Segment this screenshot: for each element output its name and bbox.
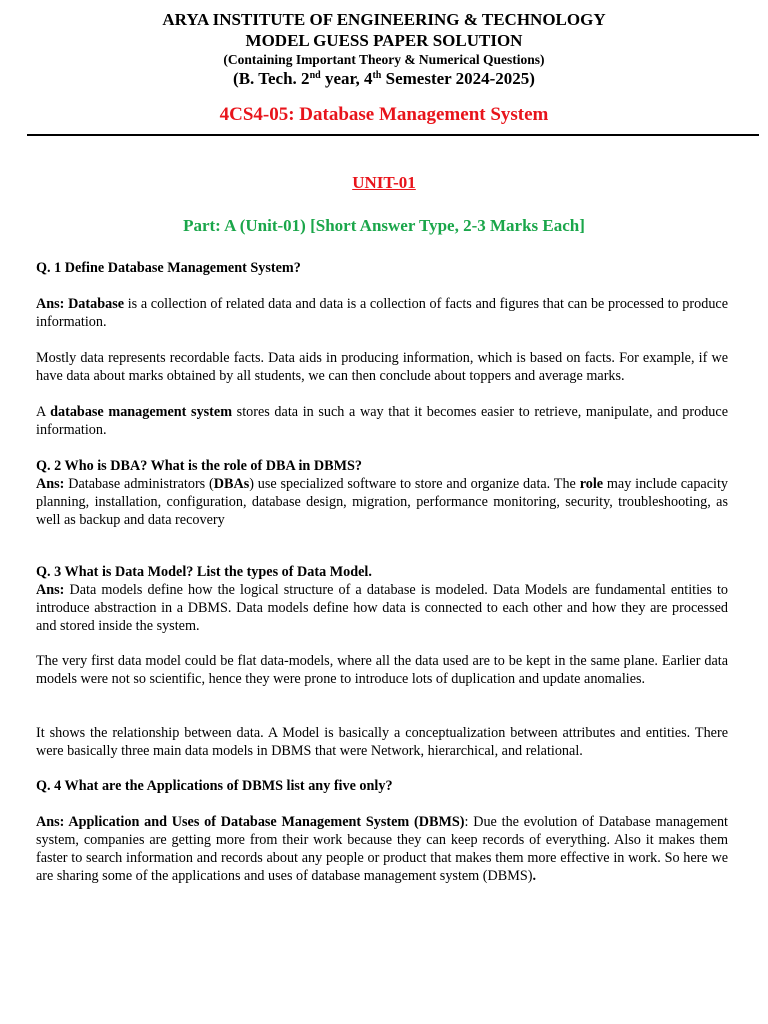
course-suffix: Semester 2024-2025): [381, 69, 535, 88]
course-prefix: (B. Tech. 2: [233, 69, 310, 88]
answer-3-para-3: It shows the relationship between data. A Model is basically a conceptualization between attributes and entities. There were basically three main data models in DBMS that were Network, hierarchical, and relational.: [36, 725, 728, 759]
ans-label: Ans:: [36, 296, 65, 312]
header-divider: [27, 134, 759, 136]
answer-3-para-2: The very first data model could be flat data-models, where all the data used are to be kept in the same plane. Earlier data models were not so scientific, hence they were prone to introduce lots of duplication and update anomalies.: [36, 653, 728, 687]
paper-subtitle: (Containing Important Theory & Numerical Questions): [223, 52, 545, 67]
ans-text: : Due the evolution of Database management system, companies are getting more from their work because they can keep records of everything. Also it makes them faster to search information and records about any people or product that makes them more effective in work. So here we are sharing some of the applications and uses of database management system (DBMS): [36, 814, 728, 884]
course-sup-nd: nd: [309, 70, 321, 81]
answer-3: [36, 581, 728, 635]
ans-term: Database: [68, 296, 125, 312]
answer-4: [36, 813, 728, 885]
institute-name: ARYA INSTITUTE OF ENGINEERING & TECHNOLOGY: [162, 10, 606, 29]
course-mid: year, 4: [320, 69, 373, 88]
unit-title: UNIT-01: [352, 173, 416, 192]
ans-text-1: Database administrators (: [64, 476, 214, 492]
ans-text-3: may include capacity planning, installation, configuration, database design, migration, performance monitoring, security, troubleshooting, as well as backup and data recovery: [36, 476, 728, 528]
ans-text: is a collection of related data and data is a collection of facts and figures that can be processed to produce information.: [36, 296, 729, 330]
question-1: Q. 1 Define Database Management System?: [36, 260, 301, 276]
ans-text-2: ) use specialized software to store and organize data. The: [249, 476, 580, 492]
ans-text: Data models define how the logical structure of a database is modeled. Data Models are fundamental entities to introduce abstraction in a DBMS. Data models define how data is connected to each other and how they are processed and stored inside the system.: [36, 582, 728, 634]
ans-label: Ans:: [36, 582, 65, 598]
answer-2: [36, 475, 728, 529]
question-3: Q. 3 What is Data Model? List the types of Data Model.: [36, 564, 372, 580]
course-info: [0, 68, 768, 90]
question-2: Q. 2 Who is DBA? What is the role of DBA in DBMS?: [36, 458, 362, 474]
part-title: Part: A (Unit-01) [Short Answer Type, 2-3 Marks Each]: [183, 216, 585, 235]
course-sup-th: th: [372, 70, 382, 81]
ans-term-2: role: [579, 476, 604, 492]
ans-term-1: DBAs: [213, 476, 250, 492]
ans-end: .: [532, 868, 536, 884]
subject-title: 4CS4-05: Database Management System: [219, 104, 549, 125]
ans-heading: Ans: Application and Uses of Database Management System (DBMS): [36, 814, 465, 830]
question-4: Q. 4 What are the Applications of DBMS list any five only?: [36, 778, 393, 794]
answer-1: [36, 295, 728, 331]
paper-title: MODEL GUESS PAPER SOLUTION: [245, 31, 523, 50]
answer-1-para-3: [36, 403, 728, 439]
para3-text: stores data in such a way that it becomes easier to retrieve, manipulate, and produce information.: [36, 404, 728, 438]
para3-prefix: A: [36, 404, 51, 420]
para3-term: database management system: [50, 404, 233, 420]
ans-label: Ans:: [36, 476, 65, 492]
answer-1-para-2: Mostly data represents recordable facts. Data aids in producing information, which is based on facts. For example, if we have data about marks obtained by all students, we can then conclude about toppers and average marks.: [36, 350, 728, 384]
